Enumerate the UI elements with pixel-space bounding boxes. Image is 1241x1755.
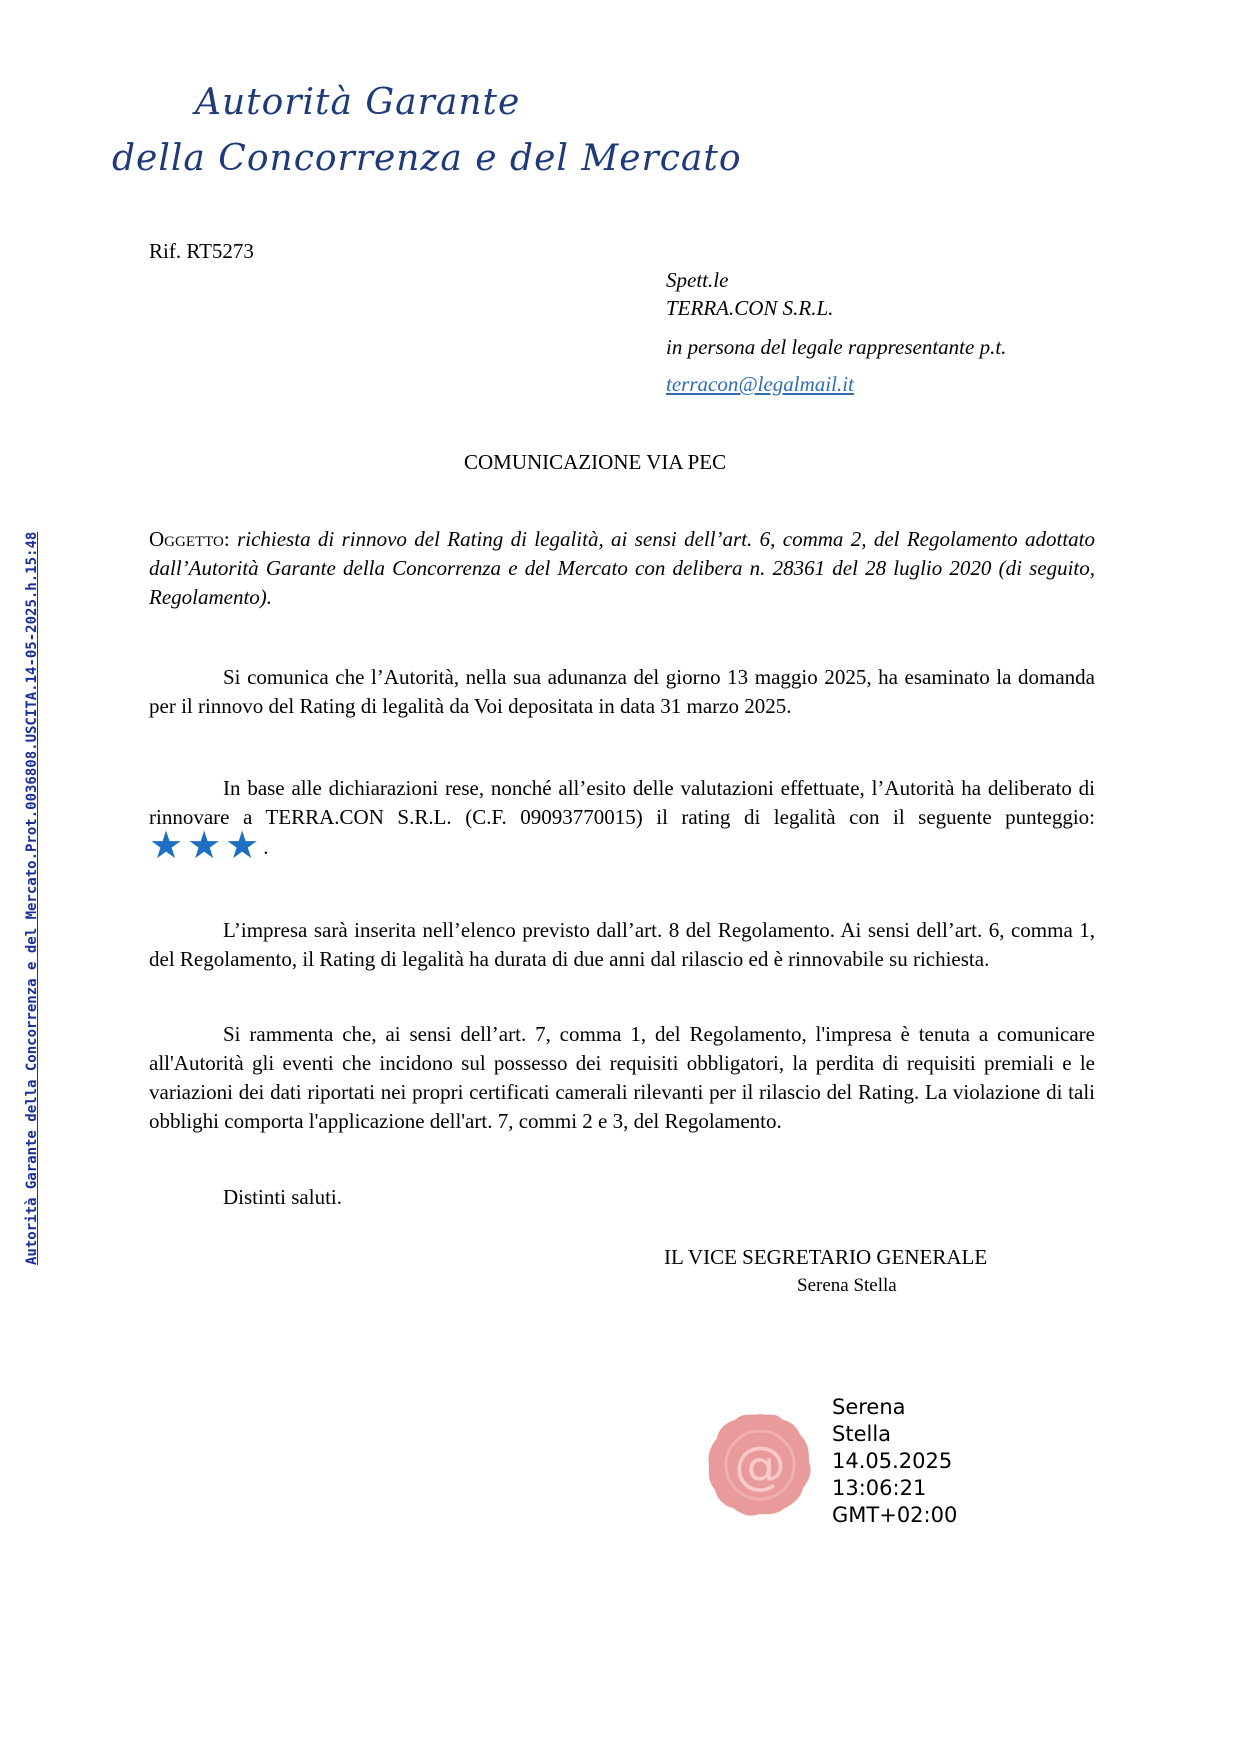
recipient-company: TERRA.CON S.R.L.	[666, 296, 834, 320]
logo-line-2: della Concorrenza e del Mercato	[112, 138, 742, 179]
paragraph-2-text: In base alle dichiarazioni rese, nonché all’esito delle valutazioni effettuate, l’Autorità ha deliberato di rinnovare a TERRA.CON S.R.L. (C.F. 09093770015) il rating di legalità con il seguente punteggio:	[149, 776, 1095, 829]
digital-seal-text	[832, 1394, 957, 1529]
seal-line-2: Stella	[832, 1422, 892, 1446]
seal-timezone: GMT+02:00	[832, 1503, 958, 1527]
paragraph-2-end: .	[263, 835, 269, 859]
recipient-email-link[interactable]	[666, 370, 854, 399]
protocol-stamp: Autorità Garante della Concorrenza e del Mercato.Prot.0036808.USCITA.14-05-2025.h.15:48	[24, 531, 40, 1265]
subject-text: richiesta di rinnovo del Rating di legalità, ai sensi dell’art. 6, comma 2, del Regolamento adottato dall’Autorità Garante della Concorrenza e del Mercato con delibera n. 28361 del 28 luglio 2020 (di seguito, Regolamento).	[149, 527, 1095, 609]
seal-line-1: Serena	[832, 1395, 906, 1419]
communication-title: COMUNICAZIONE VIA PEC	[464, 450, 727, 474]
body-paragraph-3: L’impresa sarà inserita nell’elenco previsto dall’art. 8 del Regolamento. Ai sensi dell’art. 6, comma 1, del Regolamento, il Rating di legalità ha durata di due anni dal rilascio ed è rinnovabile su richiesta.	[149, 918, 1095, 971]
digital-seal-icon	[705, 1410, 815, 1520]
body-paragraph-4: Si rammenta che, ai sensi dell’art. 7, comma 1, del Regolamento, l'impresa è tenuta a comunicare all'Autorità gli eventi che incidono sul possesso dei requisiti obbligatori, la perdita di requisiti premiali e le variazioni dei dati riportati nei propri certificati camerali rilevanti per il rilascio del Rating. La violazione di tali obblighi comporta l'applicazione dell'art. 7, commi 2 e 3, del Regolamento.	[149, 1022, 1095, 1133]
closing-greeting: Distinti saluti.	[223, 1185, 343, 1209]
recipient-salutation: Spett.le	[666, 268, 729, 292]
email-link-text[interactable]: terracon@legalmail.it	[666, 372, 854, 396]
seal-time: 13:06:21	[832, 1476, 927, 1500]
recipient-representative: in persona del legale rappresentante p.t.	[666, 335, 1007, 359]
subject-label: Oggetto:	[149, 527, 230, 551]
body-paragraph-2	[149, 774, 1095, 867]
body-paragraph-1: Si comunica che l’Autorità, nella sua adunanza del giorno 13 maggio 2025, ha esaminato la domanda per il rinnovo del Rating di legalità da Voi depositata in data 31 marzo 2025.	[149, 665, 1095, 718]
reference-number: Rif. RT5273	[149, 239, 254, 263]
logo-line-1: Autorità Garante	[195, 82, 521, 123]
signature-title: IL VICE SEGRETARIO GENERALE	[664, 1245, 988, 1269]
rating-stars-icon: ★★★	[149, 825, 264, 867]
signature-name: Serena Stella	[797, 1275, 897, 1296]
seal-date: 14.05.2025	[832, 1449, 953, 1473]
svg-text:@: @	[734, 1436, 786, 1496]
subject-paragraph	[149, 525, 1095, 612]
